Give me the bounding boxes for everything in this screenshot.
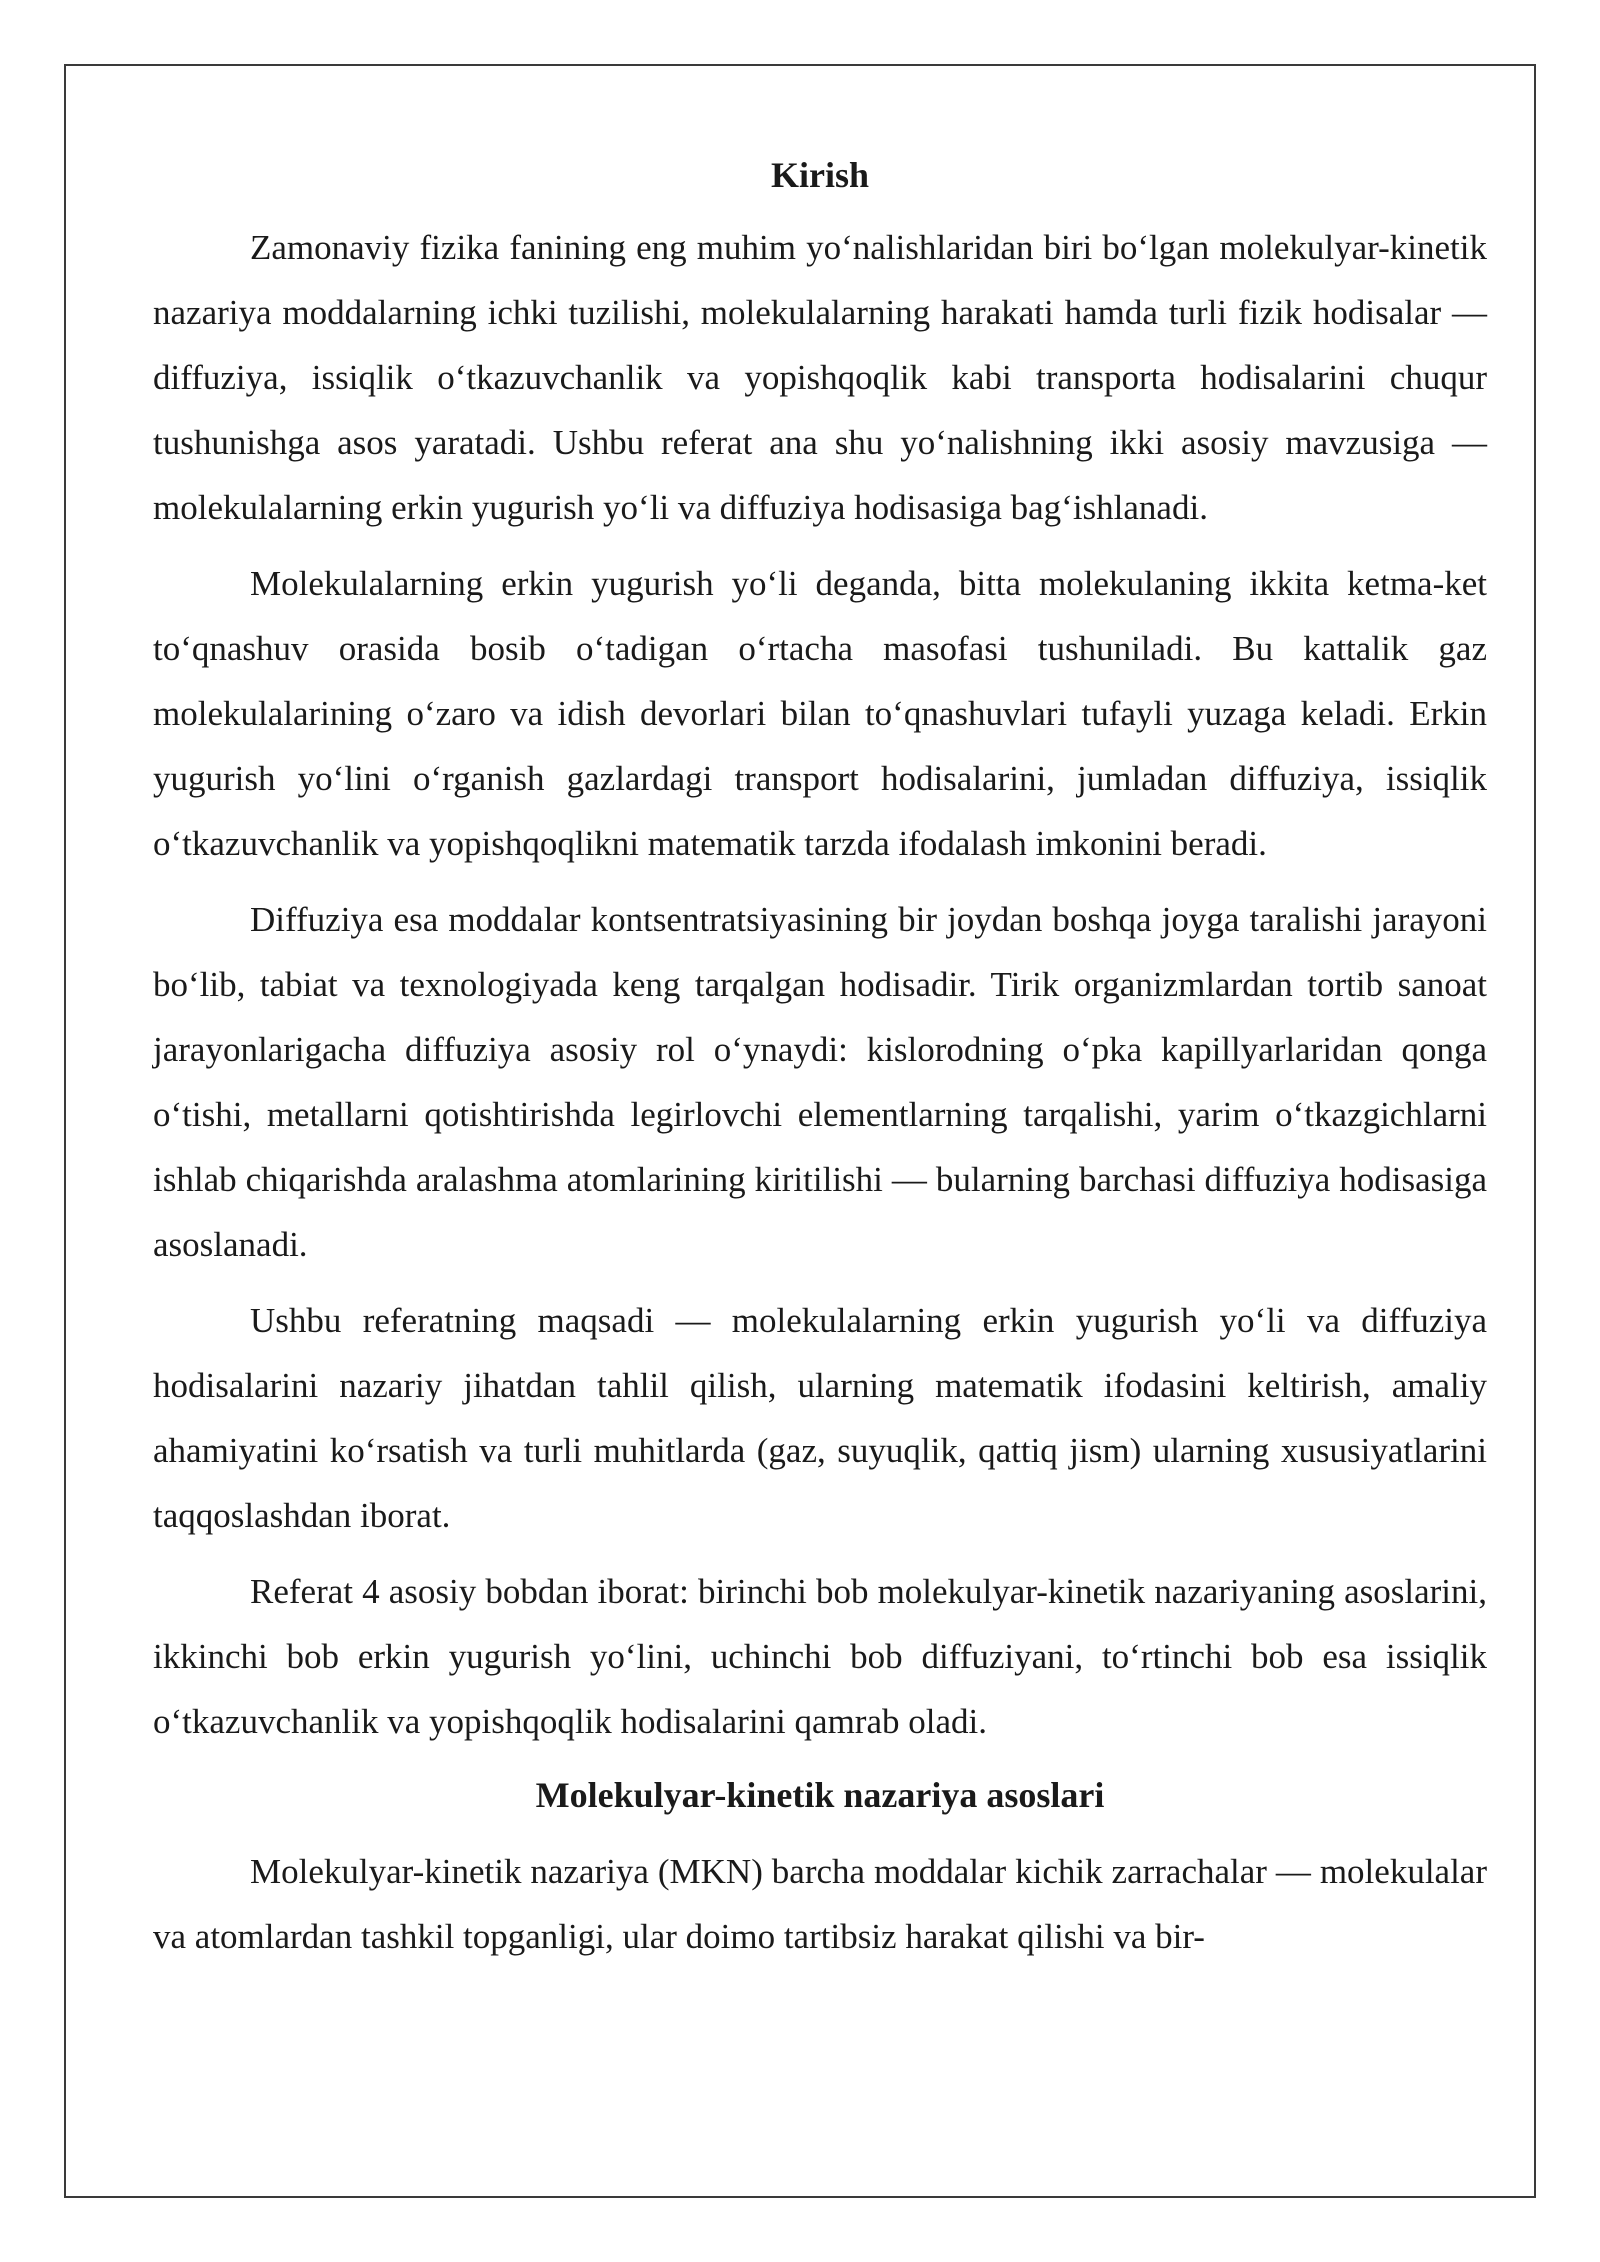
section-heading-mkn: Molekulyar-kinetik nazariya asoslari [535, 1775, 1105, 1815]
paragraph-intro-3: Diffuziya esa moddalar kontsentratsiyasining bir joydan boshqa joyga taralishi jarayoni bo‘lib, tabiat va texnologiyada keng tarqalgan hodisadir. Tirik organizmlardan tortib sanoat jarayonlarigacha diffuziya asosiy rol o‘ynaydi: kislorodning o‘pka kapillyarlaridan qonga o‘tishi, metallarni qotishtirishda legirlovchi elementlarning tarqalishi, yarim o‘tkazgichlarni ishlab chiqarishda aralashma atomlarining kiritilishi — bularning barchasi diffuziya hodisasiga asoslanadi. [153, 900, 1487, 1264]
paragraph-mkn-1: Molekulyar-kinetik nazariya (MKN) barcha moddalar kichik zarrachalar — molekulalar va atomlardan tashkil topganligi, ular doimo tartibsiz harakat qilishi va bir- [153, 1852, 1487, 1956]
document-body [153, 145, 1487, 1980]
paragraph-intro-4: Ushbu referatning maqsadi — molekulalarning erkin yugurish yo‘li va diffuziya hodisalarini nazariy jihatdan tahlil qilish, ularning matematik ifodasini keltirish, amaliy ahamiyatini ko‘rsatish va turli muhitlarda (gaz, suyuqlik, qattiq jism) ularning xususiyatlarini taqqoslashdan iborat. [153, 1301, 1487, 1535]
paragraph-intro-2: Molekulalarning erkin yugurish yo‘li deganda, bitta molekulaning ikkita ketma-ket to‘qnashuv orasida bosib o‘tadigan o‘rtacha masofasi tushuniladi. Bu kattalik gaz molekulalarining o‘zaro va idish devorlari bilan to‘qnashuvlari tufayli yuzaga keladi. Erkin yugurish yo‘lini o‘rganish gazlardagi transport hodisalarini, jumladan diffuziya, issiqlik o‘tkazuvchanlik va yopishqoqlikni matematik tarzda ifodalash imkonini beradi. [153, 564, 1487, 863]
paragraph-intro-1: Zamonaviy fizika fanining eng muhim yo‘nalishlaridan biri bo‘lgan molekulyar-kinetik nazariya moddalarning ichki tuzilishi, molekulalarning harakati hamda turli fizik hodisalar — diffuziya, issiqlik o‘tkazuvchanlik va yopishqoqlik kabi transporta hodisalarini chuqur tushunishga asos yaratadi. Ushbu referat ana shu yo‘nalishning ikki asosiy mavzusiga — molekulalarning erkin yugurish yo‘li va diffuziya hodisasiga bag‘ishlanadi. [153, 228, 1487, 527]
section-heading-intro: Kirish [770, 155, 869, 195]
paragraph-intro-5: Referat 4 asosiy bobdan iborat: birinchi bob molekulyar-kinetik nazariyaning asoslarini, ikkinchi bob erkin yugurish yo‘lini, uchinchi bob diffuziyani, to‘rtinchi bob esa issiqlik o‘tkazuvchanlik va yopishqoqlik hodisalarini qamrab oladi. [153, 1572, 1487, 1741]
